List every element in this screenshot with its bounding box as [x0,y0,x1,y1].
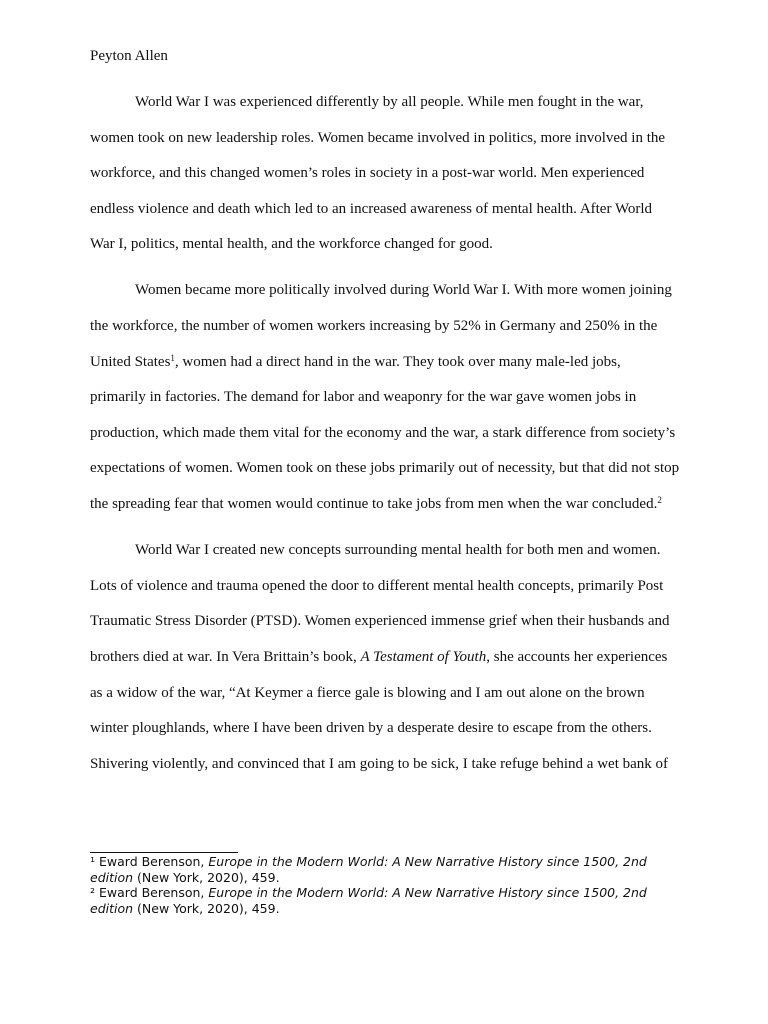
paragraph-3 [90,533,680,782]
footnote-reference[interactable]: 2 [657,495,662,506]
footnote-2 [90,885,690,916]
footnote-marker: ¹ [90,854,96,869]
paragraph-text: World War I created new concepts surrounding mental health for both men and women. Lots of violence and trauma opened the door to different mental health concepts, primarily Post Traumatic Stress Disorder (PTSD). Women experienced immense grief when their husbands and brothers died at war. In Vera Brittain’s book, [90,542,670,665]
paragraph-text: , women had a direct hand in the war. They took over many male-led jobs, primarily in factories. The demand for labor and weaponry for the war gave women jobs in production, which made them vital for the economy and the war, a stark difference from society’s expectations of women. Women took on these jobs primarily out of necessity, but that did not stop the spreading fear that women would continue to take jobs from men when the war concluded. [90,353,680,513]
paragraph-text: Women became more politically involved during World War I. With more women joining the workforce, the number of women workers increasing by 52% in Germany and 250% in the United States [90,282,672,370]
book-title: A Testament of Youth [360,648,487,665]
footnote-1 [90,854,690,885]
footnote-author: Eward Berenson, [95,885,209,900]
body-text [90,85,680,782]
footnote-details: (New York, 2020), 459. [133,900,280,916]
paragraph-text: , she accounts her experiences as a widow of the war, “At Keymer a fierce gale is blowing and I am out alone on the brown winter ploughlands, where I have been driven by a desperate desire to escape from the others. Shivering violently, and convinced that I am going to be sick, I take refuge behind a wet bank of [90,648,669,772]
footnote-marker: ² [90,885,96,900]
footnote-title: Europe in the Modern World: A New Narrative History since 1500, 2nd edition [90,854,647,885]
author-name: Peyton Allen [90,48,168,64]
footnote-reference[interactable]: 1 [170,352,175,363]
footnote-details: (New York, 2020), 459. [133,869,280,885]
footnote-author: Eward Berenson, [95,854,209,869]
footnote-separator [90,852,238,853]
paragraph-text: World War I was experienced differently by all people. While men fought in the war, women took on new leadership roles. Women became involved in politics, more involved in the workforce, and this changed women’s roles in society in a post-war world. Men experienced endless violence and death which led to an increased awareness of mental health. After World War I, politics, mental health, and the workforce changed for good. [90,94,666,253]
paragraph-2 [90,273,680,522]
footnote-title: Europe in the Modern World: A New Narrative History since 1500, 2nd edition [90,885,647,916]
footnotes [90,854,690,916]
paragraph-1 [90,85,680,263]
